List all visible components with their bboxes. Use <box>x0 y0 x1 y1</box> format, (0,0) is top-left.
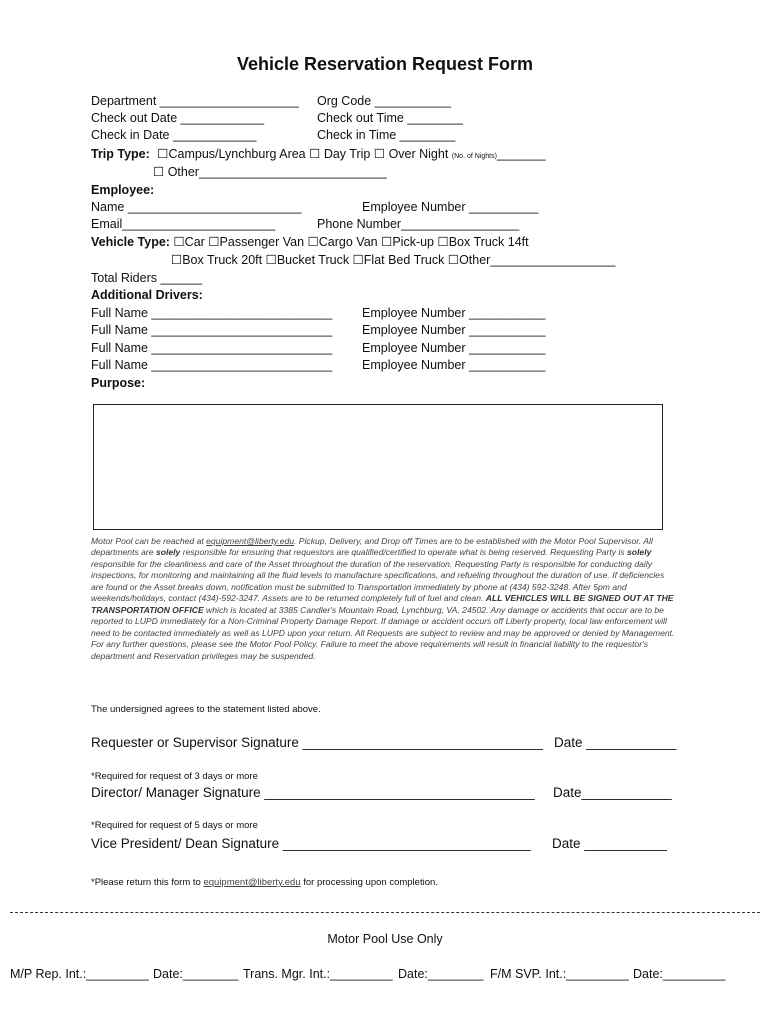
vehicle-checkbox[interactable]: ☐ <box>307 235 319 249</box>
footer-date-field[interactable]: Date:_________ <box>633 967 726 981</box>
department-field[interactable]: Department ____________________ <box>91 94 299 108</box>
requester-date-field[interactable]: Date ____________ <box>554 735 677 750</box>
employee-phone-field[interactable]: Phone Number_________________ <box>317 217 520 231</box>
requester-signature-field[interactable]: Requester or Supervisor Signature ________________________________ <box>91 735 543 750</box>
trip-type-label: Trip Type: <box>91 147 150 161</box>
vehicle-option-label: Box Truck 14ft <box>448 235 529 249</box>
employee-email-field[interactable]: Email______________________ <box>91 217 276 231</box>
driver-name-field[interactable]: Full Name __________________________ <box>91 306 333 320</box>
policy-email-link[interactable]: equipment@liberty.edu <box>206 536 295 546</box>
vehicle-checkbox[interactable]: ☐ <box>352 253 364 267</box>
motor-pool-title: Motor Pool Use Only <box>327 932 443 946</box>
vehicle-checkbox[interactable]: ☐ <box>437 235 449 249</box>
trans-mgr-field[interactable]: Trans. Mgr. Int.:_________ <box>243 967 393 981</box>
required-3-days-note: *Required for request of 3 days or more <box>91 771 258 782</box>
check-out-time-field[interactable]: Check out Time ________ <box>317 111 463 125</box>
vehicle-checkbox[interactable]: ☐ <box>265 253 277 267</box>
mp-rep-field[interactable]: M/P Rep. Int.:_________ <box>10 967 149 981</box>
campus-checkbox[interactable]: ☐ <box>157 147 169 161</box>
employee-name-field[interactable]: Name _________________________ <box>91 200 302 214</box>
vehicle-option-label: Cargo Van <box>318 235 378 249</box>
trip-other-row <box>153 164 387 181</box>
vehicle-checkbox[interactable]: ☐ <box>208 235 220 249</box>
overnight-label: Over Night <box>388 147 449 161</box>
footer-date-field[interactable]: Date:________ <box>398 967 484 981</box>
purpose-label: Purpose: <box>91 376 146 390</box>
vehicle-option-label: Bucket Truck <box>276 253 350 267</box>
nights-note: (No. of Nights) <box>451 153 497 160</box>
purpose-textbox[interactable] <box>93 404 663 530</box>
driver-name-field[interactable]: Full Name __________________________ <box>91 323 333 337</box>
nights-field[interactable]: _______ <box>496 147 546 161</box>
vehicle-checkbox[interactable]: ☐ <box>173 235 185 249</box>
employee-number-field[interactable]: Employee Number __________ <box>362 200 539 214</box>
vehicle-type-label: Vehicle Type: <box>91 235 170 249</box>
overnight-checkbox[interactable]: ☐ <box>373 147 386 161</box>
trip-type-row <box>91 146 546 165</box>
trip-other-field[interactable]: Other___________________________ <box>167 165 387 179</box>
driver-name-field[interactable]: Full Name __________________________ <box>91 358 333 372</box>
check-in-time-field[interactable]: Check in Time ________ <box>317 128 456 142</box>
return-instructions: *Please return this form to equipment@liberty.edu for processing upon completion. <box>91 877 438 888</box>
total-riders-field[interactable]: Total Riders ______ <box>91 271 203 285</box>
employee-label: Employee: <box>91 183 155 197</box>
director-date-field[interactable]: Date____________ <box>553 785 672 800</box>
vehicle-option-label: Car <box>184 235 205 249</box>
vp-date-field[interactable]: Date ___________ <box>552 836 667 851</box>
agree-statement: The undersigned agrees to the statement listed above. <box>91 704 321 715</box>
campus-label: Campus/Lynchburg Area <box>168 147 306 161</box>
vp-signature-field[interactable]: Vice President/ Dean Signature _________________________________ <box>91 836 531 851</box>
vehicle-checkbox[interactable]: ☐ <box>447 253 460 267</box>
vehicle-option-label: Passenger Van <box>219 235 305 249</box>
vehicle-option-label: Box Truck 20ft <box>182 253 263 267</box>
vehicle-option-label[interactable]: Other__________________ <box>459 253 616 267</box>
vehicle-checkbox[interactable]: ☐ <box>381 235 393 249</box>
policy-text: Motor Pool can be reached at equipment@liberty.edu. Pickup, Delivery, and Drop off Times are to be established with the Motor Pool Supervisor. All departments are solely responsible for ensuring that requestors are qualified/certified to operate what is being reserved. Requesting Party is solely responsible for the cleanliness and care of the Asset throughout the duration of the reservation. Requesting Party is responsible for conducting daily inspections, for monitoring and maintaining all the fluid levels to manufacture specifications, and refueling throughout the duration of use. If deficiencies are found or the Asset breaks down, notification must be submitted to Transportation immediately by phone at (434) 592-3248. After 5pm and weekends/holidays, contact (434)-592-3247. Assets are to be returned completely full of fuel and clean. ALL VEHICLES WILL BE SIGNED OUT AT THE TRANSPORTATION OFFICE which is located at 3385 Candler's Mountain Road, Lynchburg, VA, 24502. Any damage or accidents that occur are to be reported to LUPD immediately for a Non-Criminal Property Damage Report. If damage or accident occurs off Liberty property, local law enforcement will need to be contacted immediately as well as LUPD upon your return. All Requests are subject to review and may be approved or denied by Management. For any further questions, please see the Motor Pool Policy. Failure to meet the above requirements will result in financial liability to the requestor's department and Reservation privileges may be suspended. <box>91 536 675 661</box>
footer-date-field[interactable]: Date:________ <box>153 967 239 981</box>
driver-number-field[interactable]: Employee Number ___________ <box>362 341 546 355</box>
check-in-date-field[interactable]: Check in Date ____________ <box>91 128 257 142</box>
trip-other-checkbox[interactable]: ☐ <box>153 165 165 179</box>
day-trip-checkbox[interactable]: ☐ <box>309 147 321 161</box>
org-code-field[interactable]: Org Code ___________ <box>317 94 452 108</box>
fm-svp-field[interactable]: F/M SVP. Int.:_________ <box>490 967 629 981</box>
driver-number-field[interactable]: Employee Number ___________ <box>362 358 546 372</box>
check-out-date-field[interactable]: Check out Date ____________ <box>91 111 265 125</box>
director-signature-field[interactable]: Director/ Manager Signature ____________________________________ <box>91 785 535 800</box>
form-title: Vehicle Reservation Request Form <box>236 54 534 74</box>
vehicle-checkbox[interactable]: ☐ <box>171 253 183 267</box>
day-trip-label: Day Trip <box>323 147 371 161</box>
vehicle-type-row-1 <box>91 234 529 251</box>
vehicle-option-label: Pick-up <box>392 235 435 249</box>
vehicle-type-row-2 <box>171 252 615 269</box>
required-5-days-note: *Required for request of 5 days or more <box>91 820 258 831</box>
driver-number-field[interactable]: Employee Number ___________ <box>362 306 546 320</box>
additional-drivers-label: Additional Drivers: <box>91 288 203 302</box>
return-email-link[interactable]: equipment@liberty.edu <box>203 877 301 888</box>
driver-name-field[interactable]: Full Name __________________________ <box>91 341 333 355</box>
vehicle-option-label: Flat Bed Truck <box>363 253 445 267</box>
driver-number-field[interactable]: Employee Number ___________ <box>362 323 546 337</box>
cut-line <box>10 912 760 913</box>
